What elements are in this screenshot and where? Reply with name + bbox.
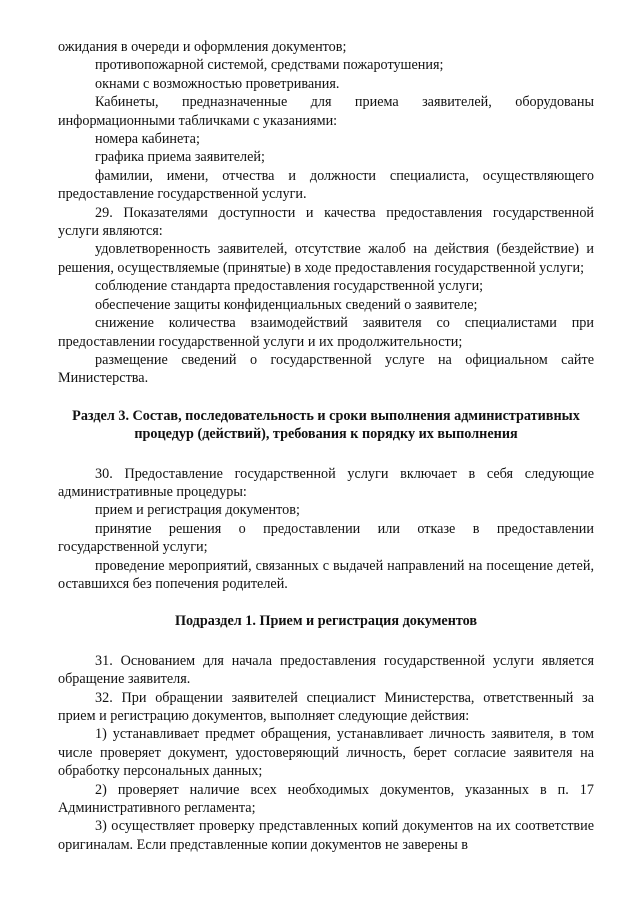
list-item-publish: размещение сведений о государственной услуге на официальном сайте Министерства.: [58, 351, 594, 387]
list-item-32-2: 2) проверяет наличие всех необходимых документов, указанных в п. 17 Административного регламента;: [58, 781, 594, 817]
paragraph-cabinets: Кабинеты, предназначенные для приема заявителей, оборудованы информационными табличками с указаниями:: [58, 94, 594, 129]
paragraph-30: 30. Предоставление государственной услуги включает в себя следующие административные процедуры:: [58, 465, 594, 500]
list-item-fire-system: противопожарной системой, средствами пожаротушения;: [95, 57, 444, 74]
list-item-satisfaction: удовлетворенность заявителей, отсутствие жалоб на действия (бездействие) и решения, осуществляемые (принятые) в ходе предоставления государственной услуги;: [58, 241, 594, 276]
list-item-room-numbers: номера кабинета;: [95, 131, 200, 148]
list-item-schedule: графика приема заявителей;: [95, 149, 265, 166]
list-item-names: фамилии, имени, отчества и должности специалиста, осуществляющего предоставление государственной услуги.: [58, 167, 594, 203]
document-page: [58, 38, 594, 854]
list-item-confidential: обеспечение защиты конфиденциальных сведений о заявителе;: [95, 296, 478, 313]
list-item-events: проведение мероприятий, связанных с выдачей направлений на посещение детей, оставшихся без попечения родителей.: [58, 557, 594, 592]
paragraph-29: 29. Показателями доступности и качества предоставления государственной услуги являются:: [58, 204, 594, 240]
paragraph-32: 32. При обращении заявителей специалист Министерства, ответственный за прием и регистрацию документов, выполняет следующие действия:: [58, 689, 594, 724]
list-item-32-3: 3) осуществляет проверку представленных копий документов на их соответствие оригиналам. Если представленные копии документов не заверены в: [58, 818, 594, 853]
list-item-decision: принятие решения о предоставлении или отказе в предоставлении государственной услуги;: [58, 520, 594, 556]
list-item-32-1: 1) устанавливает предмет обращения, устанавливает личность заявителя, в том числе проверяет документ, удостоверяющий личность, берет согласие заявителя на обработку персональных данных;: [58, 726, 594, 780]
list-item-reduce-interactions: снижение количества взаимодействий заявителя со специалистами при предоставлении государственной услуги и их продолжительности;: [58, 315, 594, 350]
paragraph-continuation: ожидания в очереди и оформления документов;: [58, 39, 347, 55]
paragraph-31: 31. Основанием для начала предоставления государственной услуги является обращение заявителя.: [58, 652, 594, 688]
list-item-standard: соблюдение стандарта предоставления государственной услуги;: [95, 278, 484, 295]
section-3-heading: Раздел 3. Состав, последовательность и сроки выполнения административных процедур (действий), требования к порядку их выполнения: [72, 407, 580, 443]
list-item-windows: окнами с возможностью проветривания.: [95, 75, 340, 92]
list-item-reception: прием и регистрация документов;: [95, 502, 300, 519]
subsection-1-heading: Подраздел 1. Прием и регистрация документов: [174, 613, 478, 630]
